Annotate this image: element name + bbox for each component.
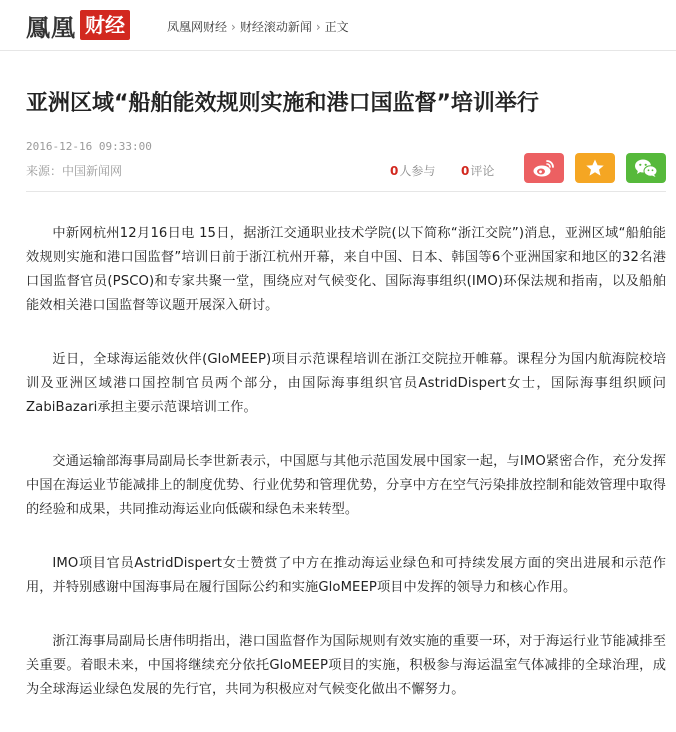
- favorite-button[interactable]: [575, 153, 615, 183]
- breadcrumb-home[interactable]: 凤凰网财经: [167, 20, 228, 34]
- article-source: [26, 162, 122, 179]
- breadcrumb-separator: ›: [231, 19, 236, 34]
- join-counter[interactable]: [390, 162, 435, 179]
- breadcrumb-separator: ›: [315, 19, 321, 34]
- article-title: 亚洲区域“船舶能效规则实施和港口国监督”培训举行: [26, 91, 539, 116]
- header-divider: [0, 50, 676, 51]
- article-paragraph: IMO项目官员AstridDispert女士赞赏了中方在推动海运业绿色和可持续发展方面的突出进展和示范作用，并特别感谢中国海事局在履行国际公约和实施GloMEEP项目中发挥的领导力和核心作用。: [26, 556, 666, 595]
- site-logo[interactable]: [26, 9, 130, 41]
- article-paragraph: 中新网杭州12月16日电 15日，据浙江交通职业技术学院(以下简称“浙江交院”)消息，亚洲区域“船舶能效规则实施和港口国监督”培训日前于浙江杭州开幕，来自中国、日本、韩国等6个亚洲国家和地区的32名港口国监督官员(PSCO)和专家共聚一堂，围绕应对气候变化、国际海事组织(IMO)环保法规和指南，以及船舶能效相关港口国监督等议题开展深入研讨。: [26, 226, 666, 313]
- join-label: 人参与: [399, 164, 436, 178]
- comment-label: 评论: [470, 164, 495, 178]
- share-wechat-button[interactable]: [626, 153, 666, 183]
- logo-text: 鳳凰: [26, 12, 76, 42]
- wechat-icon: [634, 158, 658, 178]
- breadcrumb: [167, 18, 349, 35]
- source-name[interactable]: 中国新闻网: [62, 164, 123, 178]
- article-body: [26, 222, 666, 732]
- source-label: 来源：: [26, 164, 63, 178]
- join-count: 0: [390, 164, 399, 178]
- comment-count: 0: [461, 164, 470, 178]
- article-paragraph: 近日，全球海运能效伙伴(GloMEEP)项目示范课程培训在浙江交院拉开帷幕。课程分为国内航海院校培训及亚洲区域港口国控制官员两个部分，由国际海事组织官员AstridDispert女士，国际海事组织顾问ZabiBazari承担主要示范课培训工作。: [26, 352, 666, 415]
- share-weibo-button[interactable]: [524, 153, 564, 183]
- article-paragraph: 浙江海事局副局长唐伟明指出，港口国监督作为国际规则有效实施的重要一环，对于海运行业节能减排至关重要。着眼未来，中国将继续充分依托GloMEEP项目的实施，积极参与海运温室气体减排的全球治理，成为全球海运业绿色发展的先行官，共同为积极应对气候变化做出不懈努力。: [26, 634, 666, 697]
- star-icon: [585, 158, 605, 178]
- comment-counter[interactable]: [461, 162, 494, 179]
- logo-badge: 财经: [80, 10, 130, 40]
- article-paragraph: 交通运输部海事局副局长李世新表示，中国愿与其他示范国发展中国家一起，与IMO紧密合作，充分发挥中国在海运业节能减排上的制度优势、行业优势和管理优势，分享中方在空气污染排放控制和能效管理中取得的经验和成果，共同推动海运业向低碳和绿色未来转型。: [26, 454, 666, 517]
- weibo-icon: [532, 158, 556, 178]
- meta-divider: [26, 191, 666, 192]
- breadcrumb-current: 正文: [324, 20, 349, 34]
- breadcrumb-section[interactable]: 财经滚动新闻: [239, 20, 312, 34]
- site-header: [0, 0, 676, 50]
- article-date: 2016-12-16 09:33:00: [26, 140, 152, 153]
